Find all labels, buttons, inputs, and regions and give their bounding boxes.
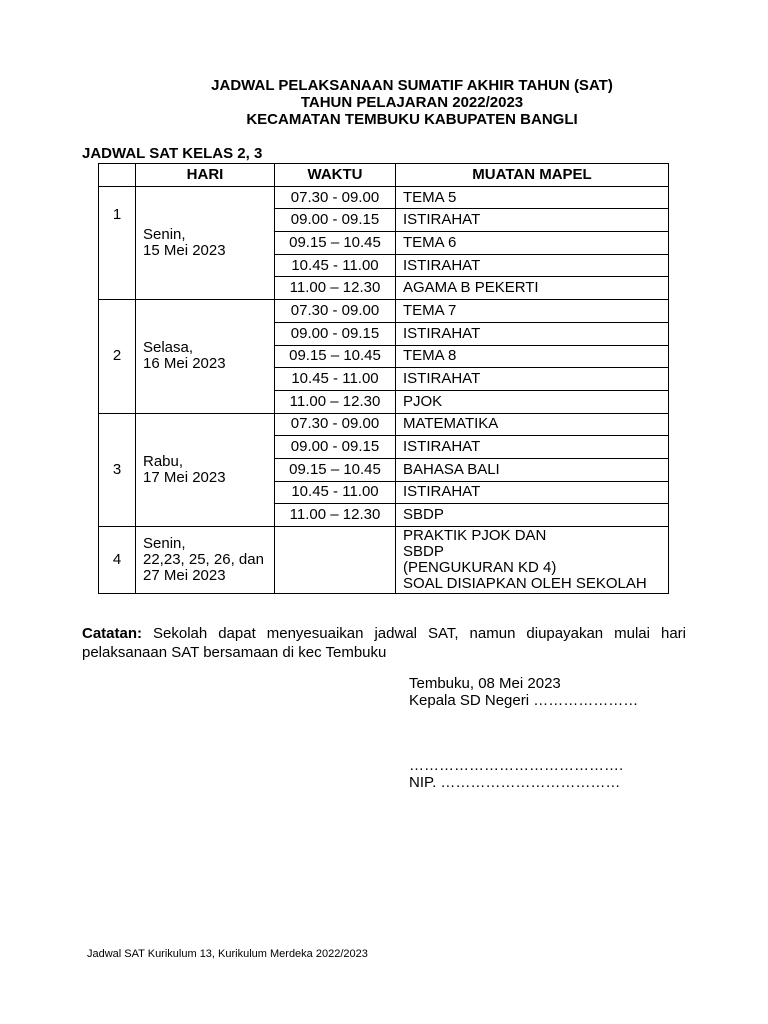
day-number: 2 <box>99 300 136 413</box>
day-number: 4 <box>99 527 136 594</box>
table-row <box>99 300 669 323</box>
day-cell <box>136 527 275 594</box>
signature-name-line: ……………………………………. <box>409 757 624 774</box>
day-name: Senin, <box>143 225 186 243</box>
subject-cell: AGAMA B PEKERTI <box>396 277 669 300</box>
day-date: 27 Mei 2023 <box>143 567 226 584</box>
note-label: Catatan: <box>82 625 143 642</box>
day-cell <box>136 300 275 413</box>
time-cell: 07.30 - 09.00 <box>275 186 396 209</box>
day-dates: 22,23, 25, 26, dan <box>143 551 264 568</box>
day-name: Senin, <box>143 535 186 552</box>
subject-line: (PENGUKURAN KD 4) <box>403 559 557 576</box>
subject-cell: BAHASA BALI <box>396 458 669 481</box>
subject-cell <box>396 527 669 594</box>
time-cell: 11.00 – 12.30 <box>275 277 396 300</box>
day-date: 16 Mei 2023 <box>143 355 226 373</box>
note-text: Sekolah dapat menyesuaikan jadwal SAT, namun diupayakan mulai hari pelaksanaan SAT bersamaan di kec Tembuku <box>82 625 686 661</box>
signature-nip: NIP. ……………………………… <box>409 774 621 791</box>
subject-line: PRAKTIK PJOK DAN <box>403 527 547 544</box>
time-cell: 10.45 - 11.00 <box>275 481 396 504</box>
time-cell: 07.30 - 09.00 <box>275 413 396 436</box>
header-mapel: MUATAN MAPEL <box>396 164 669 187</box>
time-cell: 09.15 – 10.45 <box>275 232 396 255</box>
time-cell: 10.45 - 11.00 <box>275 254 396 277</box>
schedule-subtitle: JADWAL SAT KELAS 2, 3 <box>82 145 263 162</box>
heading-line-1: JADWAL PELAKSANAAN SUMATIF AKHIR TAHUN (SAT) <box>211 77 613 94</box>
day-cell <box>136 186 275 299</box>
subject-cell: TEMA 8 <box>396 345 669 368</box>
time-cell: 11.00 – 12.30 <box>275 504 396 527</box>
page-footer: Jadwal SAT Kurikulum 13, Kurikulum Merdeka 2022/2023 <box>87 948 368 960</box>
signature-position: Kepala SD Negeri ………………… <box>409 692 639 709</box>
header-no <box>99 164 136 187</box>
note-paragraph <box>82 624 686 662</box>
document-heading <box>0 77 768 128</box>
heading-line-3: KECAMATAN TEMBUKU KABUPATEN BANGLI <box>246 111 578 128</box>
subject-cell: TEMA 7 <box>396 300 669 323</box>
time-cell: 09.00 - 09.15 <box>275 209 396 232</box>
subject-cell: ISTIRAHAT <box>396 322 669 345</box>
subject-cell: ISTIRAHAT <box>396 481 669 504</box>
time-cell: 11.00 – 12.30 <box>275 390 396 413</box>
day-name: Selasa, <box>143 339 194 357</box>
subject-cell: ISTIRAHAT <box>396 368 669 391</box>
subject-line: SBDP <box>403 543 444 560</box>
table-header-row <box>99 164 669 187</box>
subject-cell: ISTIRAHAT <box>396 254 669 277</box>
subject-cell: SBDP <box>396 504 669 527</box>
heading-line-2: TAHUN PELAJARAN 2022/2023 <box>300 94 524 111</box>
header-waktu: WAKTU <box>275 164 396 187</box>
subject-cell: ISTIRAHAT <box>396 436 669 459</box>
time-cell <box>275 527 396 594</box>
table-row <box>99 527 669 594</box>
time-cell: 09.00 - 09.15 <box>275 436 396 459</box>
time-cell: 10.45 - 11.00 <box>275 368 396 391</box>
time-cell: 09.15 – 10.45 <box>275 458 396 481</box>
subject-cell: TEMA 6 <box>396 232 669 255</box>
table-row <box>99 186 669 209</box>
subject-cell: TEMA 5 <box>396 186 669 209</box>
day-number: 1 <box>99 186 136 299</box>
subject-line: SOAL DISIAPKAN OLEH SEKOLAH <box>403 575 647 592</box>
day-date: 15 Mei 2023 <box>143 241 226 259</box>
day-date: 17 Mei 2023 <box>143 468 226 486</box>
subject-cell: PJOK <box>396 390 669 413</box>
header-hari: HARI <box>136 164 275 187</box>
signature-place-date: Tembuku, 08 Mei 2023 <box>409 675 561 692</box>
subject-cell: MATEMATIKA <box>396 413 669 436</box>
time-cell: 09.00 - 09.15 <box>275 322 396 345</box>
subject-cell: ISTIRAHAT <box>396 209 669 232</box>
day-cell <box>136 413 275 526</box>
day-number: 3 <box>99 413 136 526</box>
table-row <box>99 413 669 436</box>
time-cell: 07.30 - 09.00 <box>275 300 396 323</box>
day-name: Rabu, <box>143 452 184 470</box>
time-cell: 09.15 – 10.45 <box>275 345 396 368</box>
schedule-table <box>98 163 669 594</box>
